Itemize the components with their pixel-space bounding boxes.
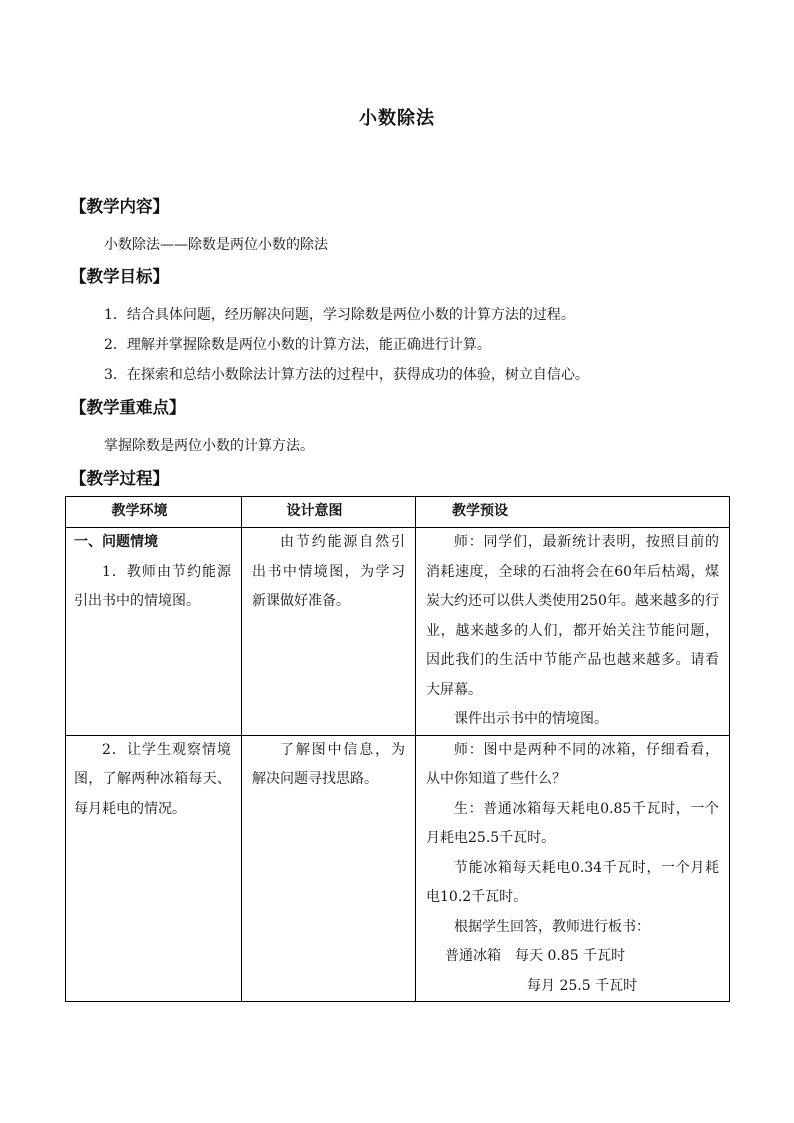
preset-paragraph: 节能冰箱每天耗电0.34千瓦时，一个月耗电10.2千瓦时。 xyxy=(426,859,719,905)
teaching-preset-cell xyxy=(416,528,730,736)
heading-teaching-objectives: 【教学目标】 xyxy=(70,267,169,286)
board-line: 每月 25.5 千瓦时 xyxy=(527,977,638,994)
teaching-preset-cell xyxy=(416,735,730,1002)
column-header-design-intent: 设计意图 xyxy=(242,497,416,528)
document-title: 小数除法 xyxy=(359,108,435,129)
preset-paragraph: 师：同学们，最新统计表明，按照目前的消耗速度，全球的石油将会在60年后枯竭，煤炭大约还可以供人类使用250年。越来越多的行业，越来越多的人们，都开始关注节能问题，因此我们的生活中节能产品也越来越多。请看大屏幕。 xyxy=(426,534,719,698)
design-intent-cell xyxy=(242,735,416,1002)
objective-item-3: 3．在探索和总结小数除法计算方法的过程中，获得成功的体验，树立自信心。 xyxy=(104,367,589,383)
design-intent-cell xyxy=(242,528,416,736)
preset-paragraph: 课件出示书中的情境图。 xyxy=(454,711,608,727)
teaching-process-table xyxy=(65,496,730,1002)
environment-text: 1．教师由节约能源引出书中的情境图。 xyxy=(74,563,231,609)
column-header-environment: 教学环境 xyxy=(66,497,242,528)
table-header-row xyxy=(66,497,730,528)
design-intent-text: 了解图中信息，为解决问题寻找思路。 xyxy=(252,741,405,787)
environment-text: 2．让学生观察情境图，了解两种冰箱每天、每月耗电的情况。 xyxy=(74,741,231,817)
environment-section-label: 一、问题情境 xyxy=(74,534,158,550)
objective-item-1: 1．结合具体问题，经历解决问题，学习除数是两位小数的计算方法的过程。 xyxy=(104,307,575,323)
preset-paragraph: 根据学生回答，教师进行板书： xyxy=(454,918,650,935)
heading-key-points: 【教学重难点】 xyxy=(70,398,186,417)
heading-teaching-process: 【教学过程】 xyxy=(70,469,169,488)
design-intent-text: 由节约能源自然引出书中情境图，为学习新课做好准备。 xyxy=(252,534,405,609)
board-line: 普通冰箱 每天 0.85 千瓦时 xyxy=(445,948,626,964)
table-row xyxy=(66,735,730,1002)
teaching-content-text: 小数除法——除数是两位小数的除法 xyxy=(104,237,328,253)
environment-cell xyxy=(66,735,242,1002)
environment-cell xyxy=(66,528,242,736)
heading-teaching-content: 【教学内容】 xyxy=(70,197,169,216)
preset-paragraph: 生：普通冰箱每天耗电0.85千瓦时，一个月耗电25.5千瓦时。 xyxy=(426,800,719,846)
key-points-text: 掌握除数是两位小数的计算方法。 xyxy=(104,438,314,454)
preset-paragraph: 师：图中是两种不同的冰箱，仔细看看，从中你知道了些什么？ xyxy=(426,741,719,787)
table-row xyxy=(66,528,730,736)
column-header-teaching-preset: 教学预设 xyxy=(416,497,730,528)
objective-item-2: 2．理解并掌握除数是两位小数的计算方法，能正确进行计算。 xyxy=(104,337,491,353)
